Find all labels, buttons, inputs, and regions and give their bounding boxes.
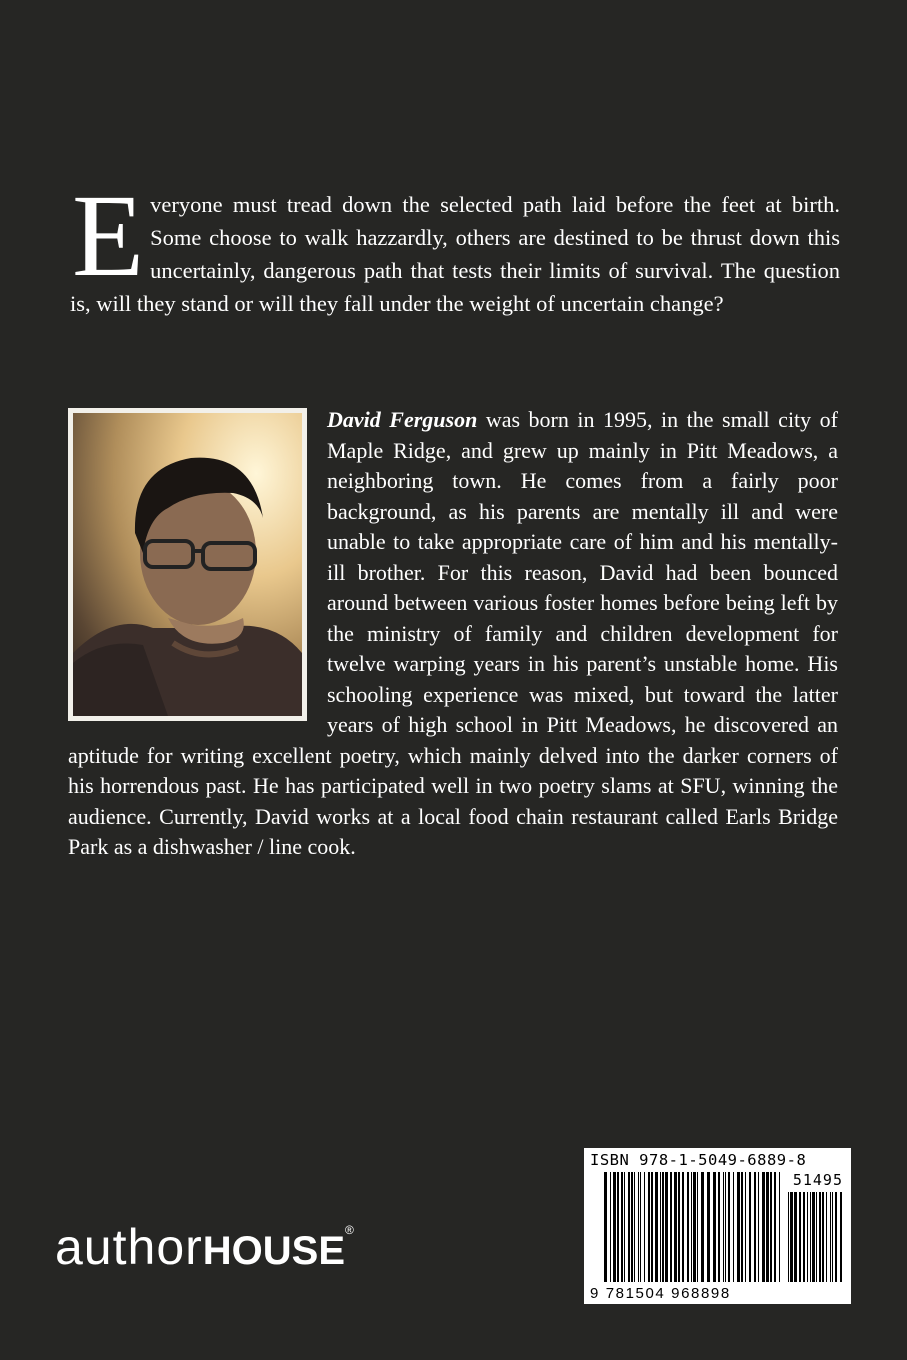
barcode-bar xyxy=(766,1172,769,1282)
author-bio xyxy=(68,405,838,863)
barcode-bar xyxy=(788,1192,789,1282)
barcode-bar xyxy=(826,1192,827,1282)
barcode-bar xyxy=(835,1192,837,1282)
blurb-text: veryone must tread down the selected path laid before the feet at birth. Some choose to walk hazzardly, others are destined to be thrust down this uncertainly, dangerous path that tests their limits of survival. The question is, will they stand or will they fall under the weight of uncertain change? xyxy=(70,192,840,316)
barcode-bar xyxy=(762,1172,765,1282)
back-cover-blurb xyxy=(70,170,840,320)
barcode-bars xyxy=(604,1172,784,1282)
barcode-bar xyxy=(660,1172,661,1282)
barcode-bar xyxy=(774,1172,776,1282)
barcode-bar xyxy=(758,1172,759,1282)
publisher-logo-lower: author xyxy=(55,1219,203,1275)
barcode-bar xyxy=(779,1172,780,1282)
barcode-bar xyxy=(807,1192,808,1282)
isbn-label: ISBN 978-1-5049-6889-8 xyxy=(590,1151,807,1169)
barcode-bar xyxy=(691,1172,692,1282)
publisher-logo-upper: HOUSE xyxy=(202,1229,346,1273)
barcode-bar xyxy=(819,1192,821,1282)
barcode-bar xyxy=(816,1192,817,1282)
barcode-bar xyxy=(733,1172,734,1282)
barcode-bar xyxy=(728,1172,730,1282)
barcode-bar xyxy=(604,1172,607,1282)
barcode-bar xyxy=(662,1172,664,1282)
barcode-bar xyxy=(678,1172,680,1282)
barcode-bar xyxy=(707,1172,710,1282)
barcode-bar xyxy=(794,1192,797,1282)
barcode-bar xyxy=(799,1192,801,1282)
barcode-bar xyxy=(718,1172,720,1282)
barcode-bar xyxy=(803,1192,805,1282)
barcode-bar xyxy=(687,1172,689,1282)
barcode-bar xyxy=(631,1172,633,1282)
barcode-bar xyxy=(651,1172,653,1282)
author-photo xyxy=(68,408,307,721)
barcode-bar xyxy=(749,1172,751,1282)
barcode-bar xyxy=(610,1172,611,1282)
barcode-bar xyxy=(640,1172,641,1282)
barcode-bar xyxy=(701,1172,704,1282)
barcode-bar xyxy=(617,1172,619,1282)
barcode-bar xyxy=(613,1172,616,1282)
barcode-bar xyxy=(655,1172,658,1282)
barcode-bar xyxy=(812,1192,815,1282)
barcode-bar xyxy=(628,1172,630,1282)
barcode-bar xyxy=(810,1192,811,1282)
barcode-bar xyxy=(644,1172,645,1282)
barcode-bar xyxy=(745,1172,746,1282)
barcode-bar xyxy=(713,1172,716,1282)
registered-mark: ® xyxy=(345,1223,355,1237)
barcode-bar xyxy=(770,1172,772,1282)
barcode-bar xyxy=(674,1172,677,1282)
price-code: 51495 xyxy=(792,1171,843,1189)
barcode-bar xyxy=(638,1172,639,1282)
barcode-number: 9 781504 968898 xyxy=(590,1285,731,1302)
barcode-bar xyxy=(697,1172,698,1282)
barcode-bar xyxy=(840,1192,842,1282)
barcode-bar xyxy=(682,1172,684,1282)
barcode-bar xyxy=(741,1172,743,1282)
barcode-bar xyxy=(670,1172,672,1282)
addon-barcode-bars xyxy=(788,1192,844,1282)
bio-text: was born in 1995, in the small city of Maple Ridge, and grew up mainly in Pitt Meadows, a neighboring town. He comes from a fairly poor background, as his parents are mentally ill and were unable to take appropriate care of him and his mentally-ill brother. For this reason, David had been bounced around between various foster homes before being left by the ministry of family and children development for twelve warping years in his parent’s unstable home. His schooling experience was mixed, but toward the latter years of high school in Pitt Meadows, he discovered an aptitude for writing excellent poetry, which mainly delved into the darker corners of his horrendous past. He has participated well in two poetry slams at SFU, winning the audience. Currently, David works at a local food chain restaurant called Earls Bridge Park as a dishwasher / line cook. xyxy=(68,407,839,859)
barcode-bar xyxy=(832,1192,833,1282)
barcode-bar xyxy=(822,1192,824,1282)
barcode-bar xyxy=(634,1172,635,1282)
barcode-bar xyxy=(693,1172,696,1282)
barcode-bar xyxy=(621,1172,623,1282)
barcode-bar xyxy=(624,1172,625,1282)
barcode-bar xyxy=(723,1172,724,1282)
publisher-logo xyxy=(55,1218,355,1276)
barcode-bar xyxy=(665,1172,668,1282)
barcode-bar xyxy=(754,1172,756,1282)
drop-cap-letter: E xyxy=(72,170,145,301)
author-name: David Ferguson xyxy=(327,407,478,432)
barcode-bar xyxy=(830,1192,831,1282)
isbn-barcode xyxy=(584,1148,851,1304)
barcode-bar xyxy=(725,1172,726,1282)
barcode-bar xyxy=(648,1172,650,1282)
barcode-bar xyxy=(737,1172,740,1282)
barcode-bar xyxy=(790,1192,793,1282)
